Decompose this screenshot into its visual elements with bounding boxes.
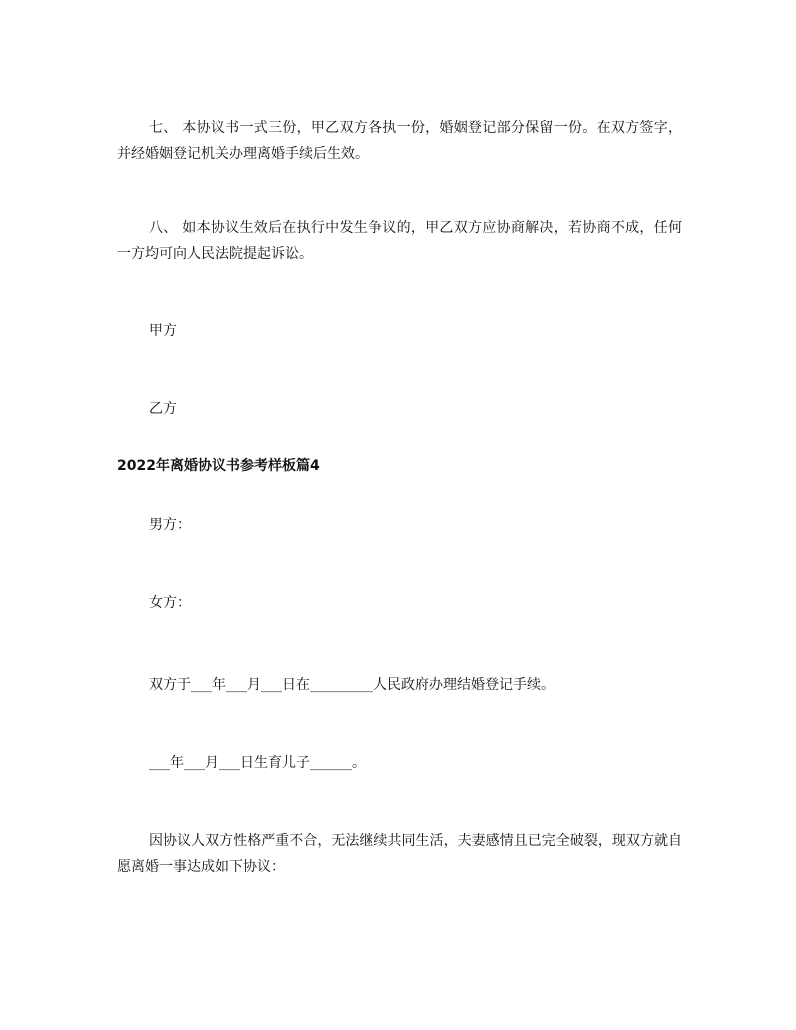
clause-7-paragraph: 七、 本协议书一式三份，甲乙双方各执一份，婚姻登记部分保留一份。在双方签字，并经婚姻登记机关办理离婚手续后生效。 — [117, 120, 682, 162]
man-label: 男方： — [149, 517, 191, 533]
marriage-registration-paragraph: 双方于___年___月___日在_________人民政府办理结婚登记手续。 — [149, 677, 555, 693]
party-b-label: 乙方 — [149, 401, 177, 417]
woman-label: 女方： — [149, 595, 191, 611]
section-title: 2022年离婚协议书参考样板篇4 — [117, 458, 320, 474]
clause-8-paragraph: 八、 如本协议生效后在执行中发生争议的，甲乙双方应协商解决，若协商不成，任何一方均可向人民法院提起诉讼。 — [117, 220, 682, 262]
reason-paragraph: 因协议人双方性格严重不合，无法继续共同生活，夫妻感情且已完全破裂，现双方就自愿离婚一事达成如下协议： — [117, 833, 682, 875]
child-birth-paragraph: ___年___月___日生育儿子______。 — [149, 755, 366, 771]
party-a-label: 甲方 — [149, 323, 177, 339]
